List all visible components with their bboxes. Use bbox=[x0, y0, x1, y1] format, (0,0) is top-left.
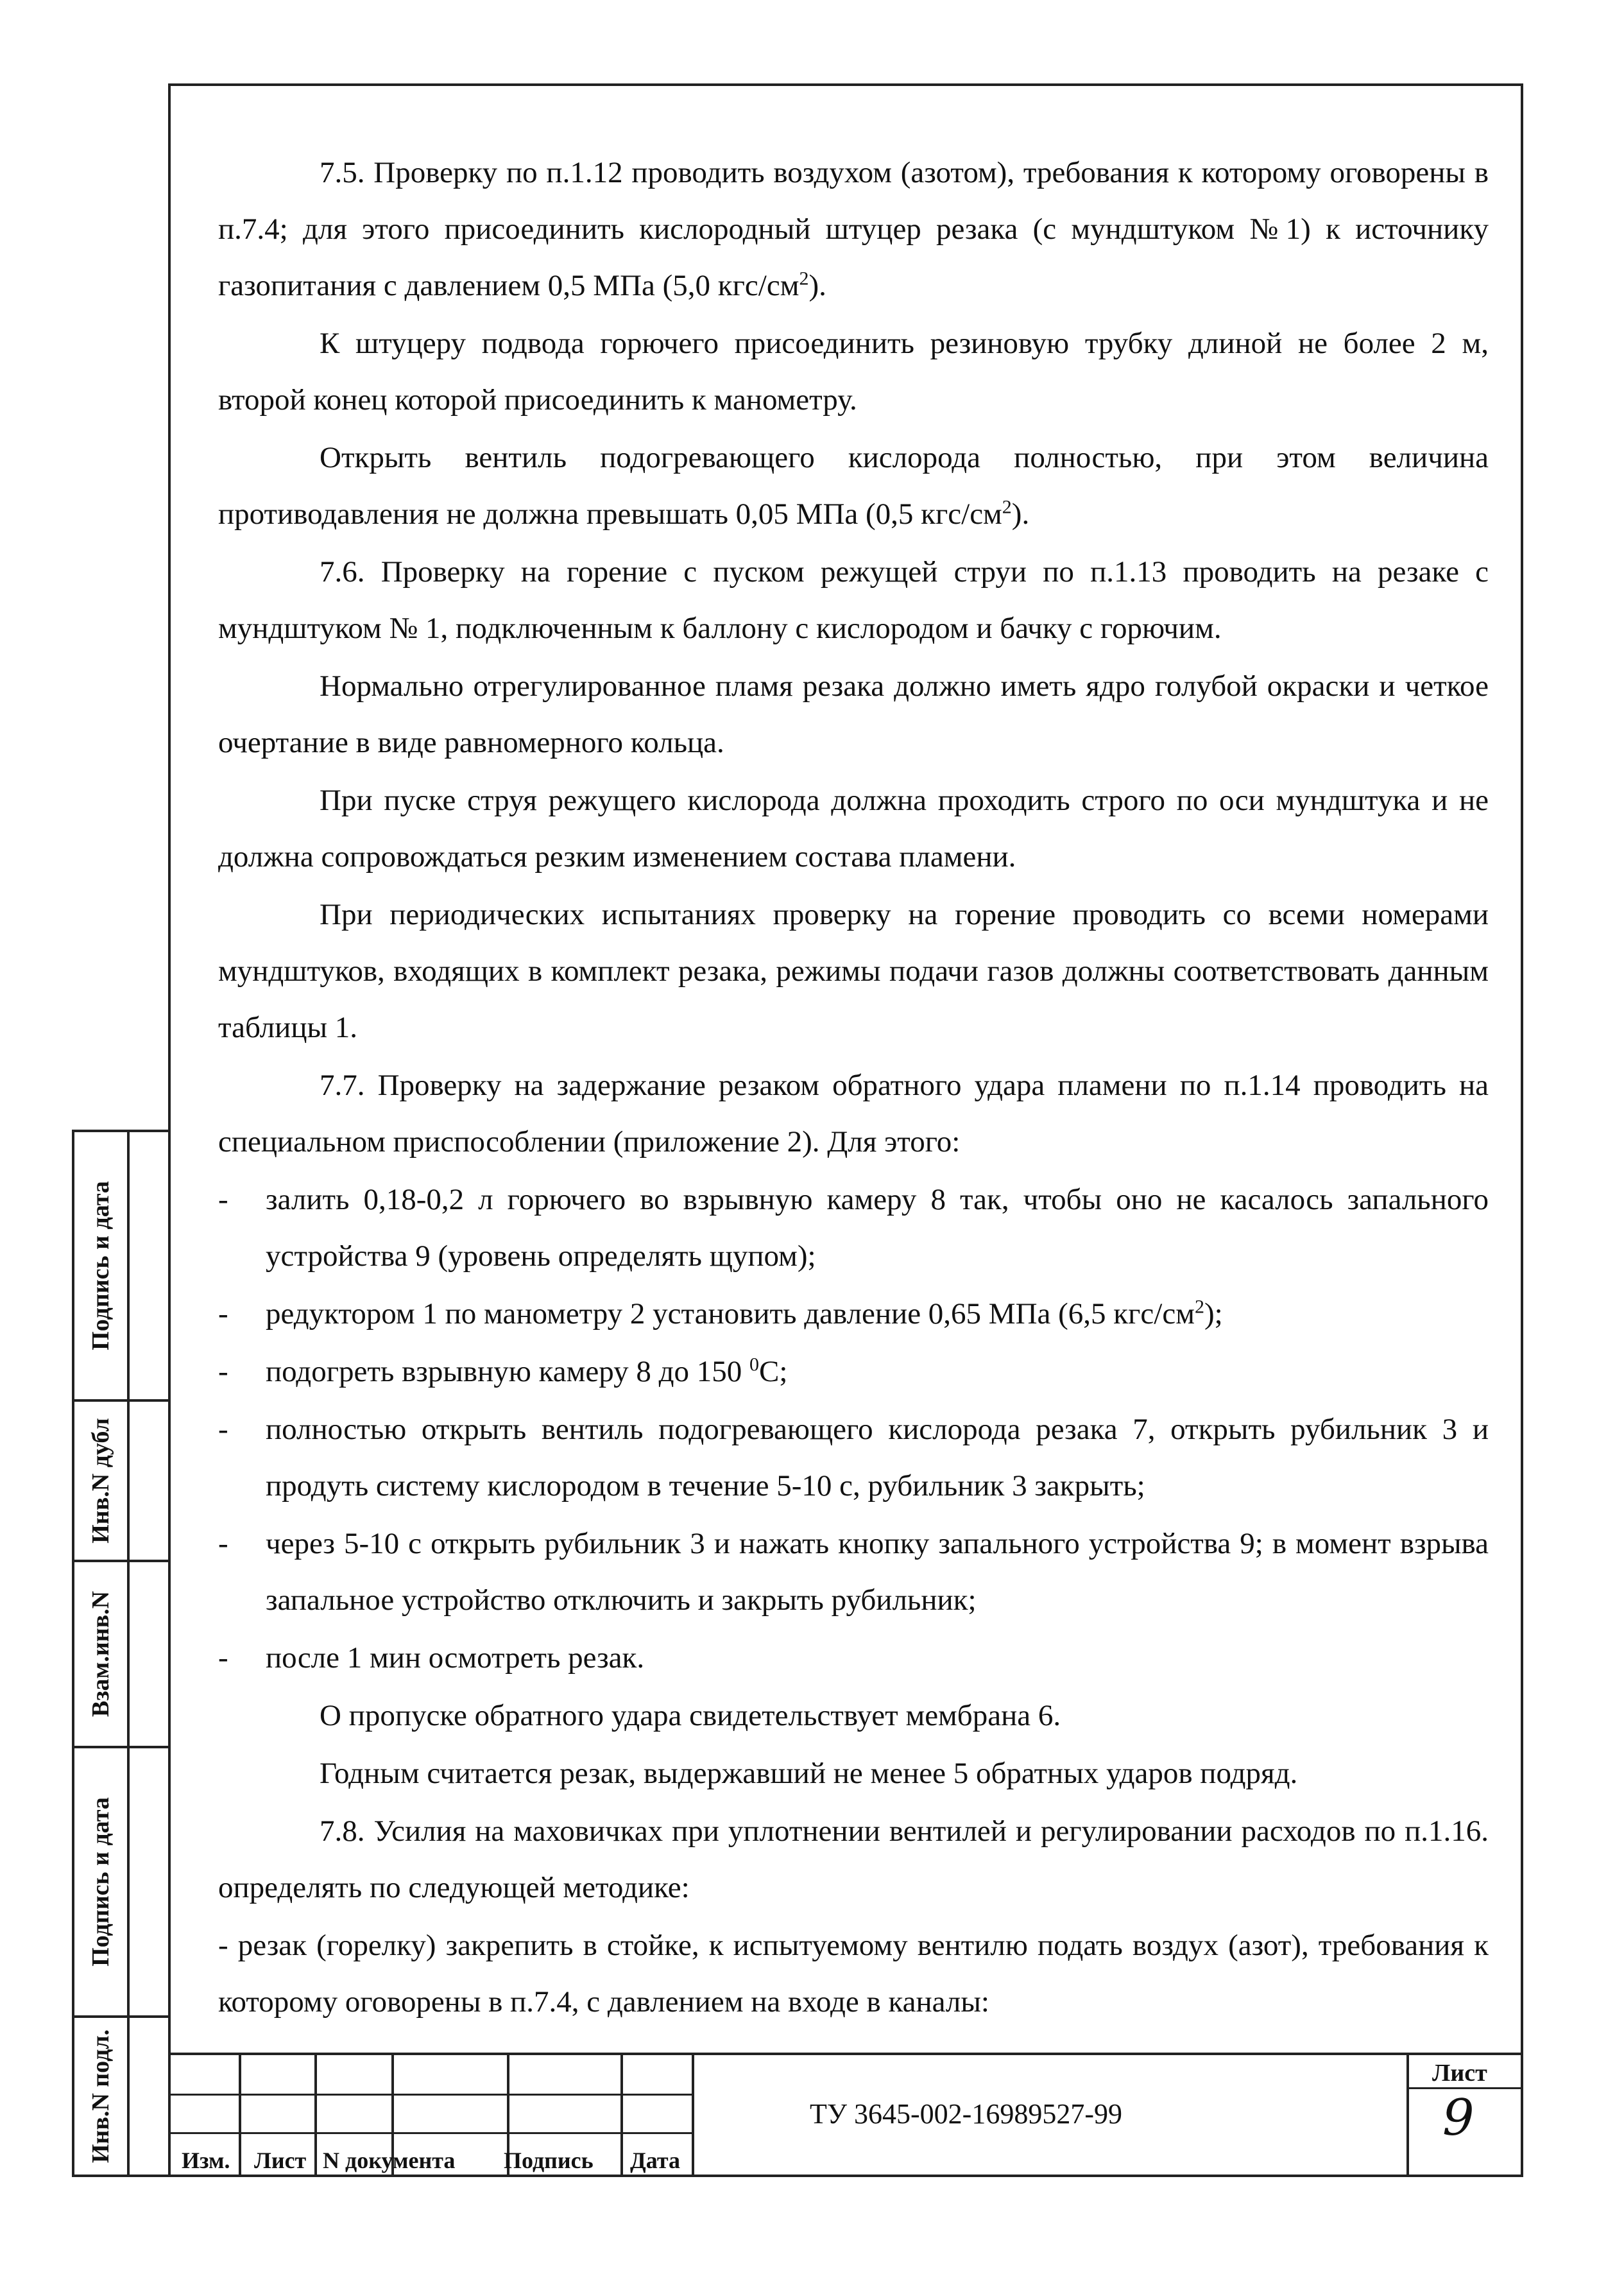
paragraph bbox=[218, 1057, 1489, 1170]
paragraph bbox=[218, 1803, 1489, 1916]
paragraph-text: 7.8. Усилия на маховичках при уплотнении вентилей и регулировании расходов по п.1.16. определять по следующей методике: bbox=[218, 1814, 1489, 1904]
list-item bbox=[218, 1171, 1489, 1284]
paragraph-text: подогреть взрывную камеру 8 до 150 bbox=[266, 1355, 749, 1388]
document-code: ТУ 3645-002-16989527-99 bbox=[810, 2098, 1122, 2130]
sheet-label: Лист bbox=[1432, 2060, 1487, 2087]
strip-cell-replace-inv bbox=[72, 1560, 168, 1746]
binding-strip bbox=[72, 1130, 168, 2177]
paragraph bbox=[218, 429, 1489, 542]
paragraph-text: залить 0,18-0,2 л горючего во взрывную камеру 8 так, чтобы оно не касалось запального устройства 9 (уровень определять щупом); bbox=[266, 1183, 1489, 1273]
superscript: 2 bbox=[1002, 496, 1012, 518]
paragraph-text: Нормально отрегулированное пламя резака должно иметь ядро голубой окраски и четкое очертание в виде равномерного кольца. bbox=[218, 669, 1489, 759]
paragraph bbox=[218, 1745, 1489, 1802]
list-dash: - bbox=[218, 1297, 228, 1331]
list-item bbox=[218, 1343, 1489, 1400]
paragraph-text: 7.6. Проверку на горение с пуском режущей струи по п.1.13 проводить на резаке с мундштуком № 1, подключенным к баллону с кислородом и бачку с горючим. bbox=[218, 555, 1489, 645]
paragraph-text: При пуске струя режущего кислорода должна проходить строго по оси мундштука и не должна сопровождаться резким изменением состава пламени. bbox=[218, 784, 1489, 874]
header-signature: Подпись bbox=[504, 2148, 594, 2173]
list-dash: - bbox=[218, 1183, 228, 1216]
superscript: 2 bbox=[799, 268, 809, 289]
strip-label: Инв.N подл. bbox=[87, 2029, 114, 2164]
paragraph-text-tail: ). bbox=[808, 269, 826, 302]
paragraph-text-tail: ); bbox=[1204, 1297, 1223, 1331]
header-sheet: Лист bbox=[254, 2148, 307, 2173]
list-item bbox=[218, 1515, 1489, 1628]
list-dash: - bbox=[218, 1413, 228, 1446]
strip-label: Взам.инв.N bbox=[87, 1590, 114, 1718]
paragraph-text: 7.7. Проверку на задержание резаком обратного удара пламени по п.1.14 проводить на специальном приспособлении (приложение 2). Для этого: bbox=[218, 1069, 1489, 1159]
list-item bbox=[218, 1286, 1489, 1342]
paragraph bbox=[218, 658, 1489, 771]
paragraph-text: Открыть вентиль подогревающего кислорода полностью, при этом величина противодавления не должна превышать 0,05 МПа (0,5 кгс/см bbox=[218, 441, 1489, 531]
strip-label: Подпись и дата bbox=[87, 1797, 114, 1967]
list-item bbox=[218, 1630, 1489, 1686]
paragraph-text-tail: ). bbox=[1011, 497, 1030, 531]
paragraph bbox=[218, 144, 1489, 314]
paragraph-text: Годным считается резак, выдержавший не менее 5 обратных ударов подряд. bbox=[320, 1757, 1298, 1790]
paragraph-text: после 1 мин осмотреть резак. bbox=[266, 1641, 645, 1675]
paragraph-text: О пропуске обратного удара свидетельствует мембрана 6. bbox=[320, 1699, 1061, 1732]
paragraph-text: К штуцеру подвода горючего присоединить резиновую трубку длиной не более 2 м, второй конец которой присоединить к манометру. bbox=[218, 327, 1489, 417]
superscript: 0 bbox=[749, 1354, 759, 1375]
paragraph-text-tail: С; bbox=[759, 1355, 788, 1388]
header-date: Дата bbox=[630, 2148, 680, 2173]
paragraph bbox=[218, 886, 1489, 1056]
strip-cell-signature-1 bbox=[72, 1130, 168, 1399]
paragraph-text: редуктором 1 по манометру 2 установить давление 0,65 МПа (6,5 кгс/см bbox=[266, 1297, 1195, 1331]
strip-label: Подпись и дата bbox=[87, 1181, 114, 1350]
paragraph-text: полностью открыть вентиль подогревающего кислорода резака 7, открыть рубильник 3 и продуть систему кислородом в течение 5-10 с, рубильник 3 закрыть; bbox=[266, 1413, 1489, 1503]
paragraph-text: При периодических испытаниях проверку на горение проводить со всеми номерами мундштуков, входящих в комплект резака, режимы подачи газов должны соответствовать данным таблицы 1. bbox=[218, 898, 1489, 1044]
strip-label: Инв.N дубл bbox=[87, 1418, 114, 1544]
list-item bbox=[218, 1401, 1489, 1514]
superscript: 2 bbox=[1194, 1296, 1204, 1318]
paragraph-text: через 5-10 с открыть рубильник 3 и нажать кнопку запального устройства 9; в момент взрыва запальное устройство отключить и закрыть рубильник; bbox=[266, 1527, 1489, 1617]
paragraph-text: - резак (горелку) закрепить в стойке, к испытуемому вентилю подать воздух (азот), требования к которому оговорены в п.7.4, с давлением на входе в каналы: bbox=[218, 1929, 1489, 2019]
list-dash: - bbox=[218, 1355, 228, 1388]
paragraph bbox=[218, 544, 1489, 657]
strip-cell-dup-inv bbox=[72, 1399, 168, 1560]
paragraph bbox=[218, 772, 1489, 885]
list-dash: - bbox=[218, 1527, 228, 1560]
list-dash: - bbox=[218, 1641, 228, 1675]
header-document-number: N документа bbox=[323, 2148, 456, 2173]
sheet-number: 9 bbox=[1442, 2089, 1474, 2147]
strip-cell-signature-2 bbox=[72, 1746, 168, 2015]
header-change: Изм. bbox=[182, 2148, 230, 2173]
paragraph bbox=[218, 1917, 1489, 2030]
paragraph bbox=[218, 315, 1489, 428]
strip-cell-orig-inv bbox=[72, 2015, 168, 2177]
paragraph-text: 7.5. Проверку по п.1.12 проводить воздухом (азотом), требования к которому оговорены в п.7.4; для этого присоединить кислородный штуцер резака (с мундштуком №1) к источнику газопитания с давлением 0,5 МПа (5,0 кгс/см bbox=[218, 156, 1489, 302]
paragraph bbox=[218, 1687, 1489, 1744]
document-body bbox=[218, 144, 1489, 2031]
